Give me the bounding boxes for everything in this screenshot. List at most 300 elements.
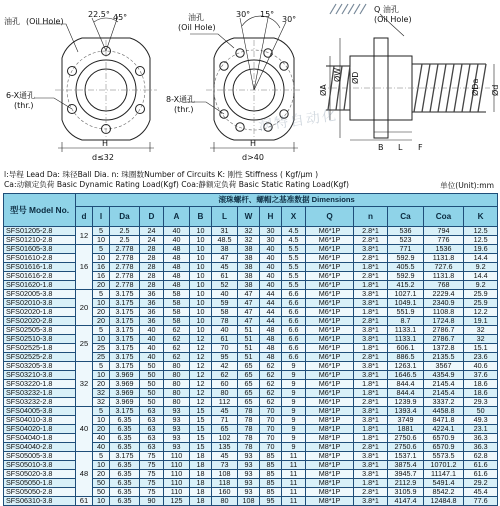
cell-l: 10 <box>93 254 110 263</box>
cell-coa: 1131.8 <box>424 254 464 263</box>
model-cell: SFS04040-2.8 <box>4 443 76 452</box>
left-oil-hole-cn: 油孔 <box>4 17 20 26</box>
cell-a: 62 <box>164 335 190 344</box>
d-group-cell: 48 <box>76 452 93 497</box>
model-cell: SFS01620-1.8 <box>4 281 76 290</box>
cell-n: 2.8*1 <box>354 488 388 497</box>
model-cell: SFS01616-1.8 <box>4 263 76 272</box>
cell-ca: 886.5 <box>388 353 424 362</box>
cell-n: 3.8*1 <box>354 452 388 461</box>
cell-w: 38 <box>238 245 260 254</box>
cell-b: 10 <box>190 290 212 299</box>
model-cell: SFS03232-2.8 <box>4 398 76 407</box>
cell-d: 75 <box>140 479 164 488</box>
cell-n: 2.8*1 <box>354 443 388 452</box>
cell-l: 5 <box>93 452 110 461</box>
cell-l: 20 <box>93 470 110 479</box>
model-cell: SFS06310-3.8 <box>4 497 76 506</box>
d-group-cell: 61 <box>76 497 93 506</box>
cell-a: 48 <box>164 254 190 263</box>
table-body <box>4 227 498 506</box>
cell-coa: 4354.9 <box>424 371 464 380</box>
cell-a: 58 <box>164 317 190 326</box>
cell-l: 45 <box>212 452 238 461</box>
cell-ca: 3945.7 <box>388 470 424 479</box>
cell-q: M8*1P <box>306 497 354 506</box>
cell-a: 93 <box>164 416 190 425</box>
screw-thread-top <box>330 4 366 14</box>
cell-w: 51 <box>238 326 260 335</box>
left-oil-hole-leader <box>36 24 78 52</box>
cell-h: 44 <box>260 317 282 326</box>
cell-l: 60 <box>212 380 238 389</box>
cell-k: 23.1 <box>464 425 498 434</box>
model-cell: SFS02020-1.8 <box>4 308 76 317</box>
cell-l: 25 <box>93 344 110 353</box>
cell-da: 2.778 <box>110 281 140 290</box>
cell-ca: 523 <box>388 236 424 245</box>
cell-l: 102 <box>212 434 238 443</box>
cell-x: 4.5 <box>282 227 306 236</box>
model-cell: SFS01616-2.8 <box>4 272 76 281</box>
middle-angle-c-label: 30° <box>282 15 297 24</box>
header-col-7: W <box>238 207 260 227</box>
cell-l: 65 <box>212 425 238 434</box>
cell-b: 12 <box>190 389 212 398</box>
watermark: 润特自动化 <box>257 107 339 135</box>
model-cell: SFS01205-2.8 <box>4 227 76 236</box>
cell-h: 85 <box>260 479 282 488</box>
cell-b: 12 <box>190 362 212 371</box>
cell-l: 62 <box>212 371 238 380</box>
cell-b: 18 <box>190 497 212 506</box>
cell-w: 93 <box>238 470 260 479</box>
cell-k: 19.1 <box>464 317 498 326</box>
cell-n: 3.8*1 <box>354 470 388 479</box>
cell-a: 80 <box>164 362 190 371</box>
cell-l: 16 <box>93 272 110 281</box>
cell-coa: 727.6 <box>424 263 464 272</box>
cell-d: 50 <box>140 380 164 389</box>
cell-w: 32 <box>238 236 260 245</box>
cell-a: 48 <box>164 281 190 290</box>
cell-k: 25.9 <box>464 290 498 299</box>
cell-n: 1.8*1 <box>354 281 388 290</box>
unit-label: 单位(Unit):mm <box>440 181 494 190</box>
cell-da: 3.175 <box>110 290 140 299</box>
cell-x: 11 <box>282 452 306 461</box>
cell-w: 108 <box>238 497 260 506</box>
cell-da: 2.778 <box>110 263 140 272</box>
cell-a: 62 <box>164 353 190 362</box>
cell-w: 38 <box>238 254 260 263</box>
cell-d: 75 <box>140 452 164 461</box>
cell-ca: 844.4 <box>388 389 424 398</box>
cell-q: M6*1P <box>306 344 354 353</box>
cell-k: 32 <box>464 326 498 335</box>
cell-q: M8*1P <box>306 470 354 479</box>
model-cell: SFS01605-3.8 <box>4 245 76 254</box>
dim-da-label: ØDa <box>471 78 480 96</box>
cell-l: 135 <box>212 443 238 452</box>
cell-x: 11 <box>282 461 306 470</box>
cell-a: 80 <box>164 371 190 380</box>
cell-q: M6*1P <box>306 335 354 344</box>
middle-angle-a-label: 30° <box>236 10 251 19</box>
cell-l: 40 <box>212 326 238 335</box>
cell-l: 32 <box>93 398 110 407</box>
cell-da: 3.969 <box>110 380 140 389</box>
cell-da: 3.175 <box>110 362 140 371</box>
legend-notes <box>4 170 496 189</box>
cell-coa: 1108.8 <box>424 308 464 317</box>
cell-b: 10 <box>190 263 212 272</box>
d-group-cell: 40 <box>76 407 93 452</box>
cell-l: 58 <box>212 308 238 317</box>
cell-d: 75 <box>140 470 164 479</box>
cell-n: 3.8*1 <box>354 416 388 425</box>
cell-k: 9.2 <box>464 281 498 290</box>
cell-n: 1.8*1 <box>354 425 388 434</box>
cell-q: M6*1P <box>306 299 354 308</box>
cell-k: 15.1 <box>464 344 498 353</box>
cell-x: 11 <box>282 470 306 479</box>
cell-n: 3.8*1 <box>354 461 388 470</box>
cell-x: 6.6 <box>282 317 306 326</box>
cell-w: 78 <box>238 425 260 434</box>
cell-d: 36 <box>140 317 164 326</box>
middle-bolt-hole <box>264 123 272 131</box>
cell-l: 10 <box>93 236 110 245</box>
cell-w: 65 <box>238 371 260 380</box>
cell-b: 15 <box>190 443 212 452</box>
cell-ca: 592.9 <box>388 254 424 263</box>
cell-d: 28 <box>140 272 164 281</box>
left-angle-a-label: 22.5° <box>88 10 110 19</box>
middle-bolt-hole <box>220 62 228 70</box>
cell-w: 78 <box>238 407 260 416</box>
cell-b: 12 <box>190 353 212 362</box>
cell-h: 70 <box>260 416 282 425</box>
cell-coa: 1536 <box>424 245 464 254</box>
cell-d: 50 <box>140 362 164 371</box>
cell-d: 36 <box>140 290 164 299</box>
d-group-cell: 32 <box>76 362 93 407</box>
cell-k: 12.5 <box>464 227 498 236</box>
cell-a: 80 <box>164 380 190 389</box>
cell-n: 3.8*1 <box>354 362 388 371</box>
cell-l: 52 <box>212 281 238 290</box>
cell-coa: 2229.4 <box>424 290 464 299</box>
cell-q: M6*1P <box>306 371 354 380</box>
cell-coa: 10701.2 <box>424 461 464 470</box>
cell-a: 110 <box>164 488 190 497</box>
cell-ca: 1263.1 <box>388 362 424 371</box>
left-holes-label: 6-X通孔 <box>6 91 36 100</box>
cell-l: 71 <box>212 416 238 425</box>
model-cell: SFS03232-1.8 <box>4 389 76 398</box>
header-col-14: K <box>464 207 498 227</box>
cell-d: 28 <box>140 245 164 254</box>
cell-da: 3.969 <box>110 389 140 398</box>
cell-n: 1.8*1 <box>354 434 388 443</box>
header-col-0: d <box>76 207 93 227</box>
cell-ca: 1239.9 <box>388 398 424 407</box>
cell-n: 2.8*1 <box>354 317 388 326</box>
cell-l: 31 <box>212 227 238 236</box>
cell-ca: 1646.5 <box>388 371 424 380</box>
cell-d: 50 <box>140 371 164 380</box>
model-cell: SFS02505-3.8 <box>4 326 76 335</box>
cell-w: 65 <box>238 380 260 389</box>
cell-h: 62 <box>260 389 282 398</box>
left-angle-line <box>92 18 106 51</box>
cell-b: 12 <box>190 344 212 353</box>
middle-bolt-hole <box>236 49 244 57</box>
cell-h: 40 <box>260 254 282 263</box>
cell-l: 45 <box>212 263 238 272</box>
cell-n: 2.8*1 <box>354 236 388 245</box>
cell-l: 80 <box>212 497 238 506</box>
cell-x: 9 <box>282 416 306 425</box>
cell-q: M6*1P <box>306 380 354 389</box>
cell-l: 70 <box>212 344 238 353</box>
header-columns <box>4 207 498 227</box>
cell-ca: 3749 <box>388 416 424 425</box>
dim-d-label: ØD <box>351 71 360 84</box>
cell-w: 65 <box>238 362 260 371</box>
legend-line-2: Ca:动额定负荷 Basic Dynamic Rating Load(Kgf) Coa:静额定负荷 Basic Static Rating Load(Kgf) <box>4 179 349 189</box>
cell-d: 63 <box>140 434 164 443</box>
cell-da: 6.35 <box>110 470 140 479</box>
cell-coa: 3567 <box>424 362 464 371</box>
model-cell: SFS05020-3.8 <box>4 470 76 479</box>
cell-da: 2.5 <box>110 236 140 245</box>
cell-h: 30 <box>260 227 282 236</box>
model-cell: SFS02525-1.8 <box>4 344 76 353</box>
model-cell: SFS03210-3.8 <box>4 371 76 380</box>
cell-b: 10 <box>190 227 212 236</box>
cell-n: 3.8*1 <box>354 371 388 380</box>
cell-l: 5 <box>93 326 110 335</box>
cell-x: 6.6 <box>282 290 306 299</box>
cell-da: 3.175 <box>110 452 140 461</box>
cell-n: 3.8*1 <box>354 290 388 299</box>
cell-a: 110 <box>164 470 190 479</box>
cell-l: 59 <box>212 299 238 308</box>
cell-n: 1.8*1 <box>354 479 388 488</box>
cell-n: 3.8*1 <box>354 299 388 308</box>
cell-n: 1.8*1 <box>354 389 388 398</box>
middle-oil-hole-cn: 油孔 <box>188 13 204 22</box>
cell-da: 3.175 <box>110 299 140 308</box>
cell-b: 10 <box>190 281 212 290</box>
cell-w: 51 <box>238 344 260 353</box>
cell-k: 61.6 <box>464 470 498 479</box>
cell-l: 10 <box>93 371 110 380</box>
cell-a: 93 <box>164 434 190 443</box>
cell-q: M6*1P <box>306 281 354 290</box>
cell-n: 1.8*1 <box>354 308 388 317</box>
cell-b: 10 <box>190 326 212 335</box>
cell-d: 28 <box>140 254 164 263</box>
screw-thread <box>328 64 486 112</box>
header-col-12: Ca <box>388 207 424 227</box>
cell-k: 18.6 <box>464 389 498 398</box>
cell-x: 5.5 <box>282 263 306 272</box>
cell-coa: 8542.2 <box>424 488 464 497</box>
cell-a: 62 <box>164 344 190 353</box>
cell-ca: 2750.6 <box>388 434 424 443</box>
cell-coa: 11147.1 <box>424 470 464 479</box>
model-cell: SFS01610-2.8 <box>4 254 76 263</box>
d-group-cell: 16 <box>76 245 93 290</box>
cell-a: 93 <box>164 443 190 452</box>
cell-q: M6*1P <box>306 326 354 335</box>
cell-x: 9 <box>282 371 306 380</box>
header-col-8: H <box>260 207 282 227</box>
cell-w: 47 <box>238 299 260 308</box>
cell-h: 62 <box>260 398 282 407</box>
cell-h: 95 <box>260 497 282 506</box>
cell-x: 5.5 <box>282 245 306 254</box>
middle-holes-sub: (thr.) <box>174 105 194 114</box>
dim-b-label: B <box>378 143 384 152</box>
cell-d: 63 <box>140 416 164 425</box>
cell-l: 16 <box>93 263 110 272</box>
cell-a: 93 <box>164 425 190 434</box>
cell-da: 3.175 <box>110 407 140 416</box>
cell-b: 12 <box>190 398 212 407</box>
cell-coa: 4458.8 <box>424 407 464 416</box>
cell-n: 2.8*1 <box>354 254 388 263</box>
model-cell: SFS02525-2.8 <box>4 353 76 362</box>
cell-h: 48 <box>260 326 282 335</box>
cell-k: 37.6 <box>464 371 498 380</box>
model-cell: SFS02005-3.8 <box>4 290 76 299</box>
cell-l: 42 <box>212 362 238 371</box>
table-row <box>4 497 498 506</box>
model-cell: SFS02510-3.8 <box>4 335 76 344</box>
d-group-cell: 12 <box>76 227 93 245</box>
cell-b: 12 <box>190 335 212 344</box>
cell-l: 160 <box>212 488 238 497</box>
cell-h: 48 <box>260 353 282 362</box>
cell-h: 85 <box>260 488 282 497</box>
cell-w: 93 <box>238 479 260 488</box>
cell-q: M6*1P <box>306 389 354 398</box>
cell-h: 48 <box>260 335 282 344</box>
cell-n: 3.8*1 <box>354 245 388 254</box>
cell-x: 5.5 <box>282 272 306 281</box>
middle-h-label: H <box>250 139 257 148</box>
cell-n: 1.8*1 <box>354 380 388 389</box>
cell-l: 20 <box>93 425 110 434</box>
cell-d: 40 <box>140 335 164 344</box>
cell-b: 15 <box>190 407 212 416</box>
cell-l: 10 <box>93 416 110 425</box>
middle-angle-b-label: 15° <box>260 10 275 19</box>
cell-d: 50 <box>140 398 164 407</box>
cell-l: 10 <box>93 497 110 506</box>
cell-a: 80 <box>164 389 190 398</box>
cell-coa: 2145.4 <box>424 389 464 398</box>
cell-a: 80 <box>164 398 190 407</box>
cell-ca: 771 <box>388 245 424 254</box>
cell-q: M8*1P <box>306 416 354 425</box>
cell-q: M6*1P <box>306 398 354 407</box>
cell-x: 4.5 <box>282 236 306 245</box>
cell-l: 5 <box>93 227 110 236</box>
cell-a: 40 <box>164 227 190 236</box>
cell-l: 20 <box>93 281 110 290</box>
cell-q: M6*1P <box>306 362 354 371</box>
header-col-4: A <box>164 207 190 227</box>
cell-coa: 1724.8 <box>424 317 464 326</box>
d-group-cell: 20 <box>76 290 93 326</box>
cell-b: 15 <box>190 416 212 425</box>
cell-a: 110 <box>164 461 190 470</box>
cell-q: M6*1P <box>306 308 354 317</box>
cell-w: 93 <box>238 488 260 497</box>
cell-a: 48 <box>164 245 190 254</box>
cell-q: M6*1P <box>306 290 354 299</box>
cell-l: 73 <box>212 461 238 470</box>
cell-a: 58 <box>164 290 190 299</box>
cell-x: 9 <box>282 434 306 443</box>
cell-k: 9.2 <box>464 263 498 272</box>
cell-l: 61 <box>212 272 238 281</box>
cell-b: 18 <box>190 488 212 497</box>
cell-l: 10 <box>93 335 110 344</box>
cell-d: 40 <box>140 326 164 335</box>
cell-q: M8*1P <box>306 461 354 470</box>
cell-l: 50 <box>93 479 110 488</box>
cell-x: 9 <box>282 443 306 452</box>
cell-h: 70 <box>260 443 282 452</box>
cell-l: 20 <box>93 380 110 389</box>
left-oil-hole-en: (Oil Hole) <box>26 17 64 26</box>
cell-x: 6.6 <box>282 326 306 335</box>
cell-coa: 6570.9 <box>424 443 464 452</box>
cell-w: 47 <box>238 308 260 317</box>
cell-l: 32 <box>93 389 110 398</box>
cell-q: M8*1P <box>306 488 354 497</box>
cell-q: M8*1P <box>306 443 354 452</box>
cell-k: 29.2 <box>464 479 498 488</box>
cell-h: 44 <box>260 299 282 308</box>
model-cell: SFS05005-3.8 <box>4 452 76 461</box>
cell-coa: 1372.8 <box>424 344 464 353</box>
cell-da: 6.35 <box>110 443 140 452</box>
cell-d: 75 <box>140 488 164 497</box>
cell-coa: 8471.8 <box>424 416 464 425</box>
cell-l: 5 <box>93 290 110 299</box>
cell-b: 10 <box>190 299 212 308</box>
cell-da: 6.35 <box>110 461 140 470</box>
cell-x: 5.5 <box>282 254 306 263</box>
cell-da: 6.35 <box>110 416 140 425</box>
cell-ca: 844.4 <box>388 380 424 389</box>
cell-l: 5 <box>93 407 110 416</box>
cell-x: 5.5 <box>282 281 306 290</box>
cell-b: 12 <box>190 371 212 380</box>
cell-b: 12 <box>190 380 212 389</box>
cell-x: 6.6 <box>282 335 306 344</box>
cell-d: 40 <box>140 344 164 353</box>
cell-q: M6*1P <box>306 227 354 236</box>
cell-a: 40 <box>164 236 190 245</box>
